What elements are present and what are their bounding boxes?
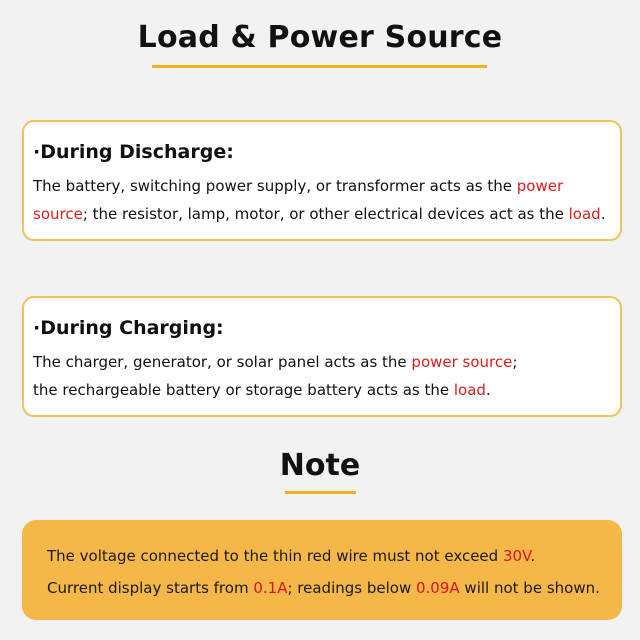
charging-text-part: the rechargeable battery or storage battery acts as the: [33, 381, 454, 399]
charging-text-part: The charger, generator, or solar panel acts as the: [33, 353, 412, 371]
power-source-highlight: power source: [411, 353, 513, 371]
charging-heading: ·During Charging:: [33, 317, 224, 339]
current-note-text: ; readings below: [287, 579, 416, 597]
voltage-note-text: The voltage connected to the thin red wire must not exceed: [47, 547, 503, 565]
note-box: [22, 520, 622, 620]
discharge-card: [22, 120, 622, 241]
current-note: [47, 572, 622, 604]
source-highlight: source: [33, 205, 83, 223]
charging-text-end: .: [485, 381, 491, 399]
current-note-end: will not be shown.: [459, 579, 600, 597]
charging-text-part: ;: [512, 353, 518, 371]
discharge-text-part: ; the resistor, lamp, motor, or other electrical devices act as the: [82, 205, 569, 223]
current-start-value: 0.1A: [253, 579, 288, 597]
voltage-limit: 30V: [502, 547, 531, 565]
current-threshold-value: 0.09A: [415, 579, 460, 597]
title-underline: [152, 65, 487, 68]
current-note-text: Current display starts from: [47, 579, 254, 597]
load-highlight: load: [453, 381, 486, 399]
discharge-text-part: The battery, switching power supply, or transformer acts as the: [33, 177, 517, 195]
voltage-note: [47, 540, 622, 572]
discharge-text-end: .: [600, 205, 606, 223]
load-highlight: load: [568, 205, 601, 223]
charging-card: [22, 296, 622, 417]
page-title: Load & Power Source: [137, 20, 503, 55]
note-title: Note: [279, 448, 361, 483]
power-highlight: power: [516, 177, 564, 195]
charging-text: [33, 348, 610, 404]
discharge-text: [33, 172, 610, 228]
discharge-heading: ·During Discharge:: [33, 141, 234, 163]
note-underline: [285, 491, 356, 494]
voltage-note-end: .: [530, 547, 536, 565]
